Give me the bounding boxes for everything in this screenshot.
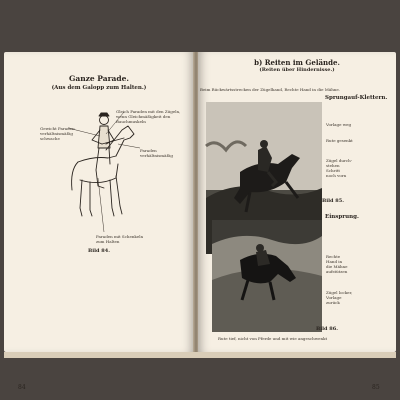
right-page-subtitle: (Reiten über Hindernisse.)	[259, 67, 335, 73]
s2-label-3: die Mähne	[326, 264, 348, 269]
label-left-3: schwache	[40, 136, 60, 141]
label-bottom-2: zum Halten	[96, 239, 120, 244]
label-top-3: Bauchmuskeln	[116, 119, 146, 124]
right-page	[198, 52, 396, 391]
s1-label-3: Zügel durch-	[326, 158, 353, 163]
book-bottom-edge	[4, 352, 396, 358]
left-page-subtitle: (Aus dem Galopp zum Halten.)	[51, 85, 147, 91]
label-right-1: Paraden	[140, 148, 157, 153]
right-page-title: b) Reiten im Gelände.	[254, 58, 340, 67]
left-page-title: Ganze Parade.	[68, 74, 130, 83]
s2-label-5: Zügel locker,	[326, 290, 353, 295]
s2-label-7: zurück	[326, 300, 340, 305]
figure-caption-85: Bild 85.	[322, 198, 344, 204]
s2-label-6: Vorlage	[326, 295, 342, 300]
s2-label-2: Hand in	[326, 259, 343, 264]
s1-label-4: stehen	[326, 163, 340, 168]
right-page-intro: Beim Rückwärtsstrecken der Zügelhand, Rechte Hand in die Mähne.	[200, 87, 341, 92]
figure-caption-86: Bild 86.	[316, 326, 338, 332]
s1-label-2: Rute gesenkt	[326, 138, 353, 143]
page-number-right: 85	[372, 384, 380, 391]
figure-caption-84: Bild 84.	[88, 248, 110, 254]
label-top-2: wenn Gleichmäßigkeit den	[116, 114, 171, 119]
label-left-1: Gewicht Paraden	[40, 126, 75, 131]
label-right-2: verhältnismäßig	[140, 153, 173, 158]
label-bottom-1: Paraden mit Schenkeln	[96, 234, 144, 239]
s1-label-5: Schritt	[326, 168, 340, 173]
section-title-sprungauf: Sprungauf-Klettern.	[325, 95, 388, 101]
right-page-footer-note: Rute tief, nicht von Pferde und mit wie angeschwenkt	[218, 336, 328, 341]
s2-label-4: aufstützen	[326, 269, 348, 274]
page-number-left: 84	[18, 384, 26, 391]
s1-label-6: noch vorn	[326, 173, 347, 178]
s1-label-1: Vorlage weg	[326, 122, 352, 127]
section-title-einsprung: Einsprung.	[325, 214, 359, 220]
label-left-2: verhältnismäßig	[40, 131, 73, 136]
s2-label-1: Rechte	[326, 254, 341, 259]
left-page	[4, 52, 194, 391]
photo-jump-downhill	[212, 220, 322, 332]
label-top-1: Gleich Paraden mit den Zügeln,	[116, 109, 181, 114]
